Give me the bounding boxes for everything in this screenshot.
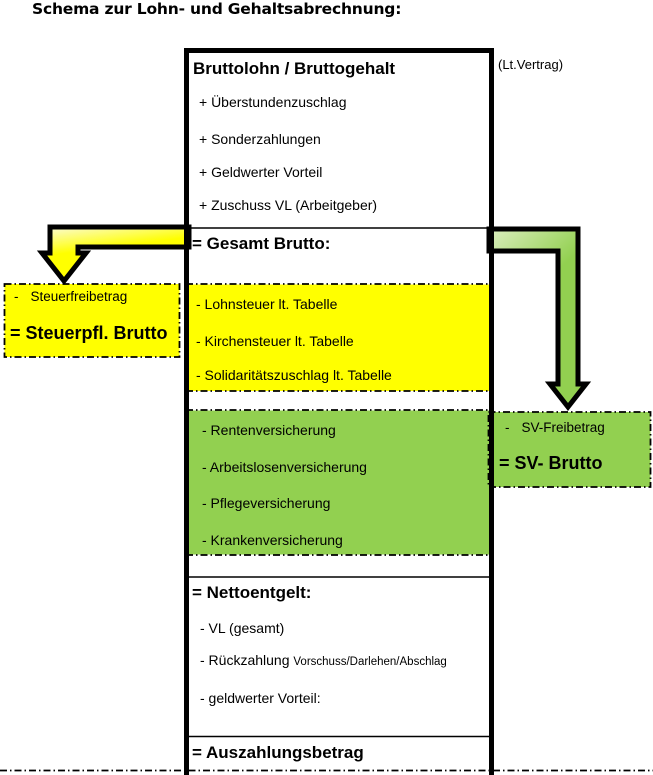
arrow-down-left-icon xyxy=(42,227,189,281)
net-deduction-item: - geldwerter Vorteil: xyxy=(200,690,321,706)
net-deduction-item xyxy=(200,652,447,671)
contract-note: (Lt.Vertrag) xyxy=(498,57,564,72)
repayment-detail: Vorschuss/Darlehen/Abschlag xyxy=(293,656,447,668)
minus-sign: - xyxy=(505,420,510,435)
social-deduction-item: - Arbeitslosenversicherung xyxy=(202,459,367,475)
left-box-deduction xyxy=(14,289,127,305)
gross-total-label: = Gesamt Brutto: xyxy=(192,234,331,253)
gross-header: Bruttolohn / Bruttogehalt xyxy=(193,59,396,78)
payout-label: = Auszahlungsbetrag xyxy=(192,743,364,762)
page-title: Schema zur Lohn- und Gehaltsabrechnung: xyxy=(32,0,402,18)
addition-item: + Überstundenzuschlag xyxy=(199,94,347,110)
social-deduction-item: - Krankenversicherung xyxy=(202,532,343,548)
right-box-deduction xyxy=(505,420,605,436)
social-deduction-item: - Pflegeversicherung xyxy=(202,495,331,511)
minus-sign: - xyxy=(14,289,19,304)
repayment-label: - Rückzahlung xyxy=(200,652,290,668)
tax-deduction-item: - Lohnsteuer lt. Tabelle xyxy=(196,296,338,312)
left-box-result: = Steuerpfl. Brutto xyxy=(10,323,168,343)
addition-item: + Geldwerter Vorteil xyxy=(199,164,323,180)
right-box-result: = SV- Brutto xyxy=(499,453,603,473)
left-box-deduction-label: Steuerfreibetrag xyxy=(30,289,128,304)
net-label: = Nettoentgelt: xyxy=(192,583,312,602)
social-deduction-item: - Rentenversicherung xyxy=(202,422,336,438)
addition-item: + Zuschuss VL (Arbeitgeber) xyxy=(199,197,378,213)
tax-deduction-item: - Solidaritätszuschlag lt. Tabelle xyxy=(196,367,392,383)
arrow-down-right-icon xyxy=(489,229,586,407)
net-deduction-item: - VL (gesamt) xyxy=(200,620,285,636)
right-box-deduction-label: SV-Freibetrag xyxy=(521,420,605,435)
tax-deduction-item: - Kirchensteuer lt. Tabelle xyxy=(196,333,354,349)
addition-item: + Sonderzahlungen xyxy=(199,131,321,147)
